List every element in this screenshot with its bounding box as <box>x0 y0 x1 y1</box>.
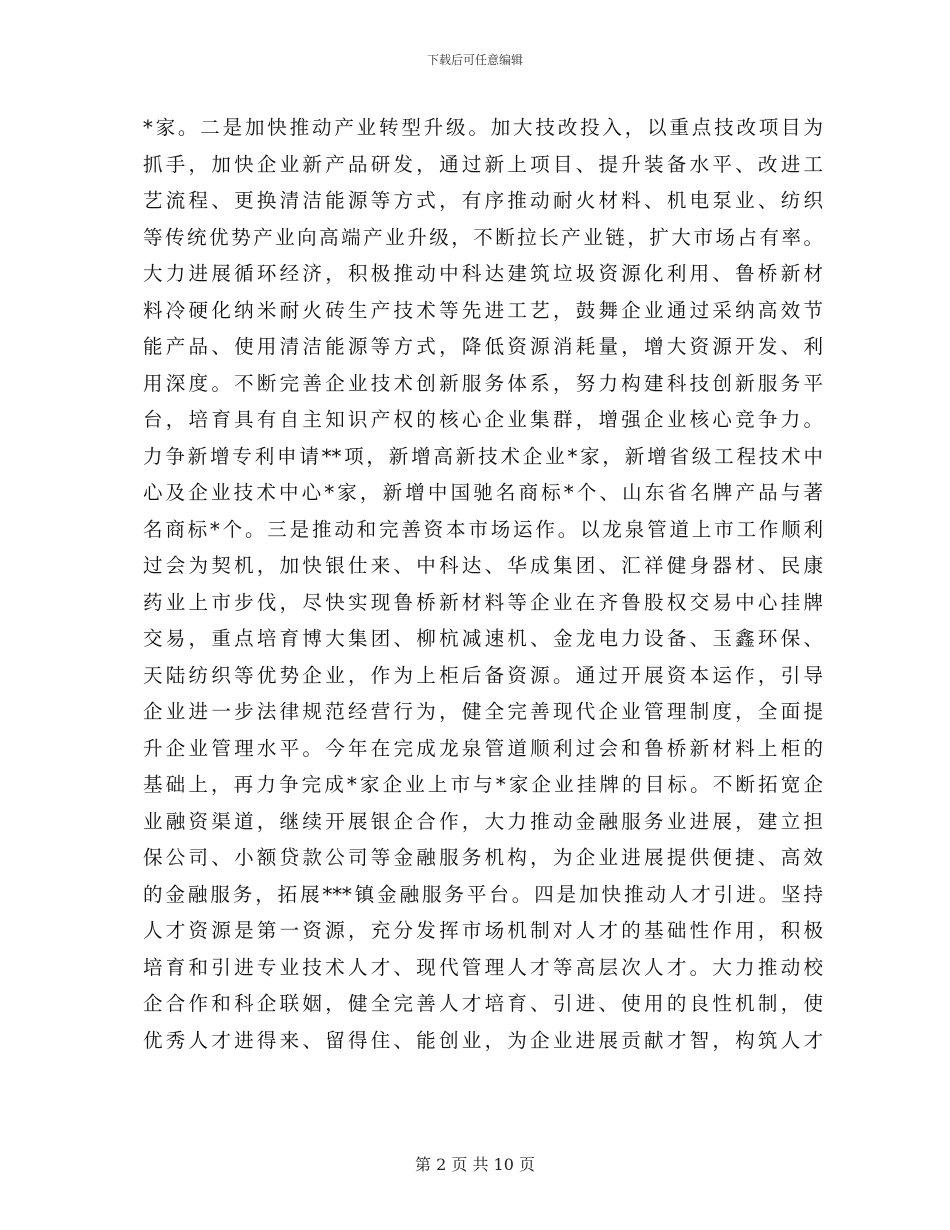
body-line-5: 大力进展循环经济，积极推动中科达建筑垃圾资源化利用、鲁桥新材 <box>143 262 823 285</box>
body-line-16: 天陆纺织等优势企业，作为上柜后备资源。通过开展资本运作，引导 <box>143 663 823 687</box>
body-line-6: 料冷硬化纳米耐火砖生产技术等先进工艺，鼓舞企业通过采纳高效节 <box>143 298 823 322</box>
body-line-17: 企业进一步法律规范经营行为，健全完善现代企业管理制度，全面提 <box>143 700 823 723</box>
body-line-24: 培育和引进专业技术人才、现代管理人才等高层次人才。大力推动校 <box>143 955 823 979</box>
body-line-15: 交易，重点培育博大集团、柳杭减速机、金龙电力设备、玉鑫环保、 <box>143 627 823 650</box>
body-line-2: 抓手，加快企业新产品研发，通过新上项目、提升装备水平、改进工 <box>143 152 823 176</box>
body-line-20: 业融资渠道，继续开展银企合作，大力推动金融服务业进展，建立担 <box>143 809 823 833</box>
page-header: 下载后可任意编辑 <box>426 53 523 67</box>
body-line-19: 基础上，再力争完成*家企业上市与*家企业挂牌的目标。不断拓宽企 <box>143 773 823 796</box>
document-body <box>143 110 823 1059</box>
body-line-4: 等传统优势产业向高端产业升级，不断拉长产业链，扩大市场占有率。 <box>143 225 823 249</box>
body-line-3: 艺流程、更换清洁能源等方式，有序推动耐火材料、机电泵业、纺织 <box>143 189 823 212</box>
body-line-22: 的金融服务，拓展***镇金融服务平台。四是加快推动人才引进。坚持 <box>143 882 823 906</box>
body-line-7: 能产品、使用清洁能源等方式，降低资源消耗量，增大资源开发、利 <box>143 335 823 358</box>
body-line-9: 台，培育具有自主知识产权的核心企业集群，增强企业核心竞争力。 <box>143 408 823 431</box>
body-line-1: *家。二是加快推动产业转型升级。加大技改投入，以重点技改项目为 <box>143 116 823 139</box>
body-line-10: 力争新增专利申请**项，新增高新技术企业*家，新增省级工程技术中 <box>143 444 823 468</box>
body-line-13: 过会为契机，加快银仕来、中科达、华成集团、汇祥健身器材、民康 <box>143 554 823 577</box>
body-line-23: 人才资源是第一资源，充分发挥市场机制对人才的基础性作用，积极 <box>143 919 823 942</box>
page-number-footer: 第 2 页 共 10 页 <box>415 1155 535 1174</box>
body-line-25: 企合作和科企联姻，健全完善人才培育、引进、使用的良性机制，使 <box>143 992 823 1015</box>
body-line-12: 名商标*个。三是推动和完善资本市场运作。以龙泉管道上市工作顺利 <box>143 517 823 541</box>
body-line-11: 心及企业技术中心*家，新增中国驰名商标*个、山东省名牌产品与著 <box>143 481 823 504</box>
body-line-26: 优秀人才进得来、留得住、能创业，为企业进展贡献才智，构筑人才 <box>143 1028 823 1052</box>
body-line-21: 保公司、小额贷款公司等金融服务机构，为企业进展提供便捷、高效 <box>143 846 823 869</box>
body-line-18: 升企业管理水平。今年在完成龙泉管道顺利过会和鲁桥新材料上柜的 <box>143 736 823 760</box>
body-line-14: 药业上市步伐，尽快实现鲁桥新材料等企业在齐鲁股权交易中心挂牌 <box>143 590 823 614</box>
body-line-8: 用深度。不断完善企业技术创新服务体系，努力构建科技创新服务平 <box>143 371 823 395</box>
